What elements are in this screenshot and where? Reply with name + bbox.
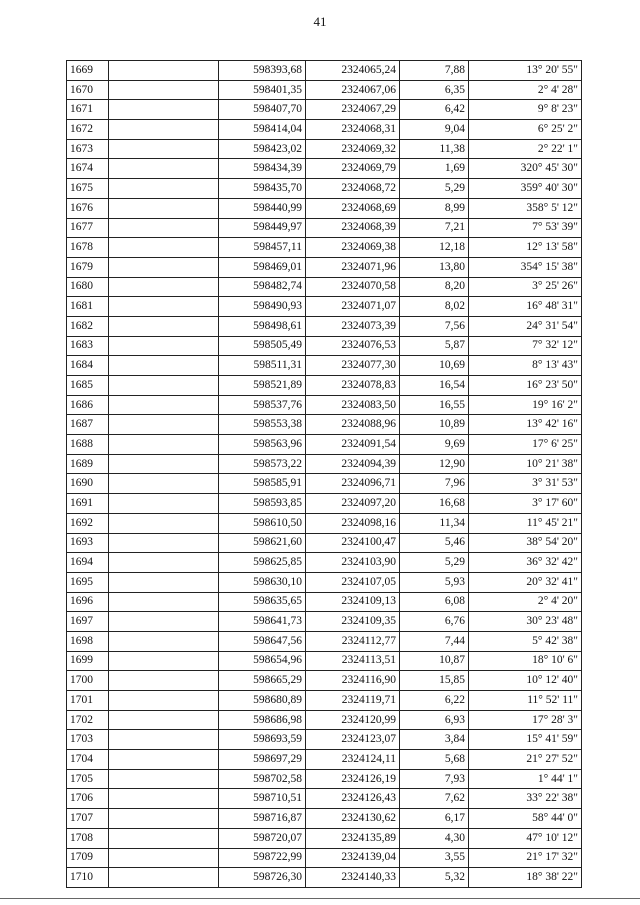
table-row [67, 356, 582, 376]
point-number-cell: 1704 [67, 750, 109, 770]
point-number-cell: 1682 [67, 316, 109, 336]
direction-angle-cell: 17° 28' 3" [469, 710, 582, 730]
y-coordinate-cell: 2324139,04 [306, 848, 400, 868]
table-row [67, 494, 582, 514]
description-cell [109, 198, 219, 218]
distance-cell: 10,89 [400, 415, 469, 435]
description-cell [109, 120, 219, 140]
point-number-cell: 1681 [67, 297, 109, 317]
x-coordinate-cell: 598482,74 [219, 277, 306, 297]
x-coordinate-cell: 598414,04 [219, 120, 306, 140]
table-row [67, 533, 582, 553]
point-number-cell: 1699 [67, 651, 109, 671]
x-coordinate-cell: 598610,50 [219, 513, 306, 533]
table-row [67, 513, 582, 533]
point-number-cell: 1705 [67, 769, 109, 789]
y-coordinate-cell: 2324077,30 [306, 356, 400, 376]
direction-angle-cell: 13° 42' 16" [469, 415, 582, 435]
x-coordinate-cell: 598440,99 [219, 198, 306, 218]
x-coordinate-cell: 598573,22 [219, 454, 306, 474]
table-row [67, 671, 582, 691]
point-number-cell: 1697 [67, 612, 109, 632]
table-row [67, 61, 582, 81]
point-number-cell: 1684 [67, 356, 109, 376]
x-coordinate-cell: 598697,29 [219, 750, 306, 770]
y-coordinate-cell: 2324094,39 [306, 454, 400, 474]
x-coordinate-cell: 598393,68 [219, 61, 306, 81]
table-row [67, 612, 582, 632]
distance-cell: 6,35 [400, 80, 469, 100]
distance-cell: 6,17 [400, 809, 469, 829]
table-row [67, 474, 582, 494]
direction-angle-cell: 6° 25' 2" [469, 120, 582, 140]
x-coordinate-cell: 598647,56 [219, 631, 306, 651]
distance-cell: 11,34 [400, 513, 469, 533]
description-cell [109, 809, 219, 829]
description-cell [109, 612, 219, 632]
distance-cell: 6,42 [400, 100, 469, 120]
direction-angle-cell: 38° 54' 20" [469, 533, 582, 553]
x-coordinate-cell: 598630,10 [219, 572, 306, 592]
direction-angle-cell: 11° 45' 21" [469, 513, 582, 533]
distance-cell: 6,22 [400, 691, 469, 711]
table-row [67, 730, 582, 750]
y-coordinate-cell: 2324126,43 [306, 789, 400, 809]
description-cell [109, 592, 219, 612]
y-coordinate-cell: 2324083,50 [306, 395, 400, 415]
x-coordinate-cell: 598585,91 [219, 474, 306, 494]
table-row [67, 139, 582, 159]
distance-cell: 3,55 [400, 848, 469, 868]
direction-angle-cell: 8° 13' 43" [469, 356, 582, 376]
x-coordinate-cell: 598641,73 [219, 612, 306, 632]
direction-angle-cell: 13° 20' 55" [469, 61, 582, 81]
table-row [67, 868, 582, 888]
direction-angle-cell: 47° 10' 12" [469, 828, 582, 848]
direction-angle-cell: 17° 6' 25" [469, 435, 582, 455]
point-number-cell: 1674 [67, 159, 109, 179]
y-coordinate-cell: 2324071,96 [306, 257, 400, 277]
y-coordinate-cell: 2324120,99 [306, 710, 400, 730]
direction-angle-cell: 7° 53' 39" [469, 218, 582, 238]
y-coordinate-cell: 2324126,19 [306, 769, 400, 789]
coordinates-table [66, 60, 582, 888]
table-row [67, 848, 582, 868]
y-coordinate-cell: 2324069,38 [306, 238, 400, 258]
distance-cell: 3,84 [400, 730, 469, 750]
distance-cell: 5,32 [400, 868, 469, 888]
description-cell [109, 572, 219, 592]
direction-angle-cell: 7° 32' 12" [469, 336, 582, 356]
table-row [67, 257, 582, 277]
table-row [67, 179, 582, 199]
direction-angle-cell: 16° 48' 31" [469, 297, 582, 317]
distance-cell: 7,56 [400, 316, 469, 336]
description-cell [109, 671, 219, 691]
point-number-cell: 1670 [67, 80, 109, 100]
distance-cell: 7,93 [400, 769, 469, 789]
distance-cell: 11,38 [400, 139, 469, 159]
direction-angle-cell: 358° 5' 12" [469, 198, 582, 218]
direction-angle-cell: 20° 32' 41" [469, 572, 582, 592]
point-number-cell: 1707 [67, 809, 109, 829]
description-cell [109, 769, 219, 789]
description-cell [109, 848, 219, 868]
x-coordinate-cell: 598720,07 [219, 828, 306, 848]
table-row [67, 395, 582, 415]
y-coordinate-cell: 2324097,20 [306, 494, 400, 514]
distance-cell: 7,88 [400, 61, 469, 81]
point-number-cell: 1701 [67, 691, 109, 711]
y-coordinate-cell: 2324091,54 [306, 435, 400, 455]
x-coordinate-cell: 598457,11 [219, 238, 306, 258]
y-coordinate-cell: 2324109,35 [306, 612, 400, 632]
x-coordinate-cell: 598469,01 [219, 257, 306, 277]
point-number-cell: 1691 [67, 494, 109, 514]
x-coordinate-cell: 598435,70 [219, 179, 306, 199]
description-cell [109, 218, 219, 238]
point-number-cell: 1676 [67, 198, 109, 218]
description-cell [109, 828, 219, 848]
table-row [67, 631, 582, 651]
direction-angle-cell: 2° 22' 1" [469, 139, 582, 159]
distance-cell: 13,80 [400, 257, 469, 277]
distance-cell: 8,20 [400, 277, 469, 297]
direction-angle-cell: 2° 4' 20" [469, 592, 582, 612]
distance-cell: 6,93 [400, 710, 469, 730]
distance-cell: 10,87 [400, 651, 469, 671]
point-number-cell: 1692 [67, 513, 109, 533]
description-cell [109, 238, 219, 258]
table-row [67, 277, 582, 297]
point-number-cell: 1677 [67, 218, 109, 238]
description-cell [109, 474, 219, 494]
y-coordinate-cell: 2324068,69 [306, 198, 400, 218]
x-coordinate-cell: 598449,97 [219, 218, 306, 238]
distance-cell: 7,44 [400, 631, 469, 651]
x-coordinate-cell: 598505,49 [219, 336, 306, 356]
table-row [67, 789, 582, 809]
point-number-cell: 1685 [67, 376, 109, 396]
point-number-cell: 1675 [67, 179, 109, 199]
x-coordinate-cell: 598537,76 [219, 395, 306, 415]
point-number-cell: 1683 [67, 336, 109, 356]
table-row [67, 651, 582, 671]
distance-cell: 7,62 [400, 789, 469, 809]
x-coordinate-cell: 598726,30 [219, 868, 306, 888]
y-coordinate-cell: 2324068,39 [306, 218, 400, 238]
page-bottom-rule [0, 898, 640, 899]
x-coordinate-cell: 598423,02 [219, 139, 306, 159]
y-coordinate-cell: 2324068,72 [306, 179, 400, 199]
y-coordinate-cell: 2324124,11 [306, 750, 400, 770]
y-coordinate-cell: 2324107,05 [306, 572, 400, 592]
description-cell [109, 651, 219, 671]
x-coordinate-cell: 598680,89 [219, 691, 306, 711]
distance-cell: 5,87 [400, 336, 469, 356]
point-number-cell: 1687 [67, 415, 109, 435]
x-coordinate-cell: 598716,87 [219, 809, 306, 829]
table-row [67, 435, 582, 455]
x-coordinate-cell: 598434,39 [219, 159, 306, 179]
y-coordinate-cell: 2324076,53 [306, 336, 400, 356]
description-cell [109, 297, 219, 317]
x-coordinate-cell: 598553,38 [219, 415, 306, 435]
table-row [67, 80, 582, 100]
table-row [67, 710, 582, 730]
x-coordinate-cell: 598563,96 [219, 435, 306, 455]
distance-cell: 1,69 [400, 159, 469, 179]
point-number-cell: 1708 [67, 828, 109, 848]
direction-angle-cell: 16° 23' 50" [469, 376, 582, 396]
description-cell [109, 139, 219, 159]
point-number-cell: 1673 [67, 139, 109, 159]
y-coordinate-cell: 2324068,31 [306, 120, 400, 140]
y-coordinate-cell: 2324113,51 [306, 651, 400, 671]
point-number-cell: 1689 [67, 454, 109, 474]
distance-cell: 15,85 [400, 671, 469, 691]
point-number-cell: 1709 [67, 848, 109, 868]
description-cell [109, 159, 219, 179]
y-coordinate-cell: 2324109,13 [306, 592, 400, 612]
direction-angle-cell: 58° 44' 0" [469, 809, 582, 829]
description-cell [109, 730, 219, 750]
y-coordinate-cell: 2324116,90 [306, 671, 400, 691]
description-cell [109, 868, 219, 888]
distance-cell: 16,54 [400, 376, 469, 396]
x-coordinate-cell: 598722,99 [219, 848, 306, 868]
y-coordinate-cell: 2324067,06 [306, 80, 400, 100]
distance-cell: 4,30 [400, 828, 469, 848]
distance-cell: 10,69 [400, 356, 469, 376]
distance-cell: 5,29 [400, 553, 469, 573]
x-coordinate-cell: 598693,59 [219, 730, 306, 750]
description-cell [109, 376, 219, 396]
y-coordinate-cell: 2324069,79 [306, 159, 400, 179]
distance-cell: 12,18 [400, 238, 469, 258]
x-coordinate-cell: 598401,35 [219, 80, 306, 100]
point-number-cell: 1679 [67, 257, 109, 277]
description-cell [109, 750, 219, 770]
point-number-cell: 1696 [67, 592, 109, 612]
table-row [67, 238, 582, 258]
point-number-cell: 1698 [67, 631, 109, 651]
description-cell [109, 336, 219, 356]
distance-cell: 8,99 [400, 198, 469, 218]
table-row [67, 769, 582, 789]
x-coordinate-cell: 598686,98 [219, 710, 306, 730]
point-number-cell: 1688 [67, 435, 109, 455]
table-row [67, 828, 582, 848]
x-coordinate-cell: 598593,85 [219, 494, 306, 514]
description-cell [109, 257, 219, 277]
x-coordinate-cell: 598635,65 [219, 592, 306, 612]
table-row [67, 553, 582, 573]
description-cell [109, 395, 219, 415]
point-number-cell: 1693 [67, 533, 109, 553]
direction-angle-cell: 359° 40' 30" [469, 179, 582, 199]
direction-angle-cell: 320° 45' 30" [469, 159, 582, 179]
distance-cell: 5,93 [400, 572, 469, 592]
description-cell [109, 356, 219, 376]
table-row [67, 100, 582, 120]
point-number-cell: 1672 [67, 120, 109, 140]
distance-cell: 7,21 [400, 218, 469, 238]
point-number-cell: 1678 [67, 238, 109, 258]
table-row [67, 120, 582, 140]
x-coordinate-cell: 598625,85 [219, 553, 306, 573]
table-row [67, 316, 582, 336]
description-cell [109, 789, 219, 809]
direction-angle-cell: 33° 22' 38" [469, 789, 582, 809]
description-cell [109, 435, 219, 455]
x-coordinate-cell: 598498,61 [219, 316, 306, 336]
page-number: 41 [313, 14, 327, 29]
description-cell [109, 415, 219, 435]
direction-angle-cell: 3° 31' 53" [469, 474, 582, 494]
point-number-cell: 1694 [67, 553, 109, 573]
direction-angle-cell: 3° 17' 60" [469, 494, 582, 514]
coordinates-table-body [67, 61, 582, 888]
y-coordinate-cell: 2324103,90 [306, 553, 400, 573]
description-cell [109, 61, 219, 81]
description-cell [109, 631, 219, 651]
y-coordinate-cell: 2324098,16 [306, 513, 400, 533]
table-row [67, 592, 582, 612]
direction-angle-cell: 12° 13' 58" [469, 238, 582, 258]
distance-cell: 16,55 [400, 395, 469, 415]
y-coordinate-cell: 2324073,39 [306, 316, 400, 336]
table-row [67, 336, 582, 356]
description-cell [109, 179, 219, 199]
y-coordinate-cell: 2324088,96 [306, 415, 400, 435]
direction-angle-cell: 10° 21' 38" [469, 454, 582, 474]
distance-cell: 5,46 [400, 533, 469, 553]
table-row [67, 415, 582, 435]
point-number-cell: 1671 [67, 100, 109, 120]
y-coordinate-cell: 2324078,83 [306, 376, 400, 396]
table-row [67, 454, 582, 474]
x-coordinate-cell: 598665,29 [219, 671, 306, 691]
description-cell [109, 454, 219, 474]
y-coordinate-cell: 2324071,07 [306, 297, 400, 317]
description-cell [109, 533, 219, 553]
direction-angle-cell: 21° 27' 52" [469, 750, 582, 770]
direction-angle-cell: 354° 15' 38" [469, 257, 582, 277]
direction-angle-cell: 21° 17' 32" [469, 848, 582, 868]
x-coordinate-cell: 598654,96 [219, 651, 306, 671]
description-cell [109, 277, 219, 297]
direction-angle-cell: 24° 31' 54" [469, 316, 582, 336]
table-row [67, 198, 582, 218]
y-coordinate-cell: 2324119,71 [306, 691, 400, 711]
y-coordinate-cell: 2324140,33 [306, 868, 400, 888]
distance-cell: 7,96 [400, 474, 469, 494]
point-number-cell: 1710 [67, 868, 109, 888]
description-cell [109, 710, 219, 730]
point-number-cell: 1695 [67, 572, 109, 592]
distance-cell: 5,29 [400, 179, 469, 199]
direction-angle-cell: 36° 32' 42" [469, 553, 582, 573]
y-coordinate-cell: 2324065,24 [306, 61, 400, 81]
distance-cell: 6,76 [400, 612, 469, 632]
x-coordinate-cell: 598490,93 [219, 297, 306, 317]
x-coordinate-cell: 598521,89 [219, 376, 306, 396]
point-number-cell: 1686 [67, 395, 109, 415]
direction-angle-cell: 10° 12' 40" [469, 671, 582, 691]
distance-cell: 8,02 [400, 297, 469, 317]
table-row [67, 572, 582, 592]
point-number-cell: 1706 [67, 789, 109, 809]
y-coordinate-cell: 2324100,47 [306, 533, 400, 553]
direction-angle-cell: 1° 44' 1" [469, 769, 582, 789]
direction-angle-cell: 19° 16' 2" [469, 395, 582, 415]
direction-angle-cell: 2° 4' 28" [469, 80, 582, 100]
x-coordinate-cell: 598710,51 [219, 789, 306, 809]
direction-angle-cell: 15° 41' 59" [469, 730, 582, 750]
x-coordinate-cell: 598702,58 [219, 769, 306, 789]
description-cell [109, 513, 219, 533]
point-number-cell: 1669 [67, 61, 109, 81]
distance-cell: 9,04 [400, 120, 469, 140]
description-cell [109, 316, 219, 336]
direction-angle-cell: 3° 25' 26" [469, 277, 582, 297]
y-coordinate-cell: 2324067,29 [306, 100, 400, 120]
table-row [67, 809, 582, 829]
distance-cell: 6,08 [400, 592, 469, 612]
point-number-cell: 1680 [67, 277, 109, 297]
point-number-cell: 1700 [67, 671, 109, 691]
table-row [67, 218, 582, 238]
y-coordinate-cell: 2324096,71 [306, 474, 400, 494]
point-number-cell: 1703 [67, 730, 109, 750]
distance-cell: 12,90 [400, 454, 469, 474]
y-coordinate-cell: 2324123,07 [306, 730, 400, 750]
description-cell [109, 691, 219, 711]
table-row [67, 376, 582, 396]
direction-angle-cell: 30° 23' 48" [469, 612, 582, 632]
y-coordinate-cell: 2324070,58 [306, 277, 400, 297]
y-coordinate-cell: 2324069,32 [306, 139, 400, 159]
direction-angle-cell: 18° 10' 6" [469, 651, 582, 671]
y-coordinate-cell: 2324130,62 [306, 809, 400, 829]
distance-cell: 5,68 [400, 750, 469, 770]
distance-cell: 16,68 [400, 494, 469, 514]
direction-angle-cell: 5° 42' 38" [469, 631, 582, 651]
table-row [67, 691, 582, 711]
description-cell [109, 80, 219, 100]
direction-angle-cell: 9° 8' 23" [469, 100, 582, 120]
y-coordinate-cell: 2324135,89 [306, 828, 400, 848]
table-row [67, 750, 582, 770]
point-number-cell: 1702 [67, 710, 109, 730]
table-row [67, 297, 582, 317]
direction-angle-cell: 11° 52' 11" [469, 691, 582, 711]
description-cell [109, 100, 219, 120]
description-cell [109, 494, 219, 514]
table-row [67, 159, 582, 179]
direction-angle-cell: 18° 38' 22" [469, 868, 582, 888]
point-number-cell: 1690 [67, 474, 109, 494]
x-coordinate-cell: 598511,31 [219, 356, 306, 376]
description-cell [109, 553, 219, 573]
x-coordinate-cell: 598621,60 [219, 533, 306, 553]
y-coordinate-cell: 2324112,77 [306, 631, 400, 651]
x-coordinate-cell: 598407,70 [219, 100, 306, 120]
distance-cell: 9,69 [400, 435, 469, 455]
